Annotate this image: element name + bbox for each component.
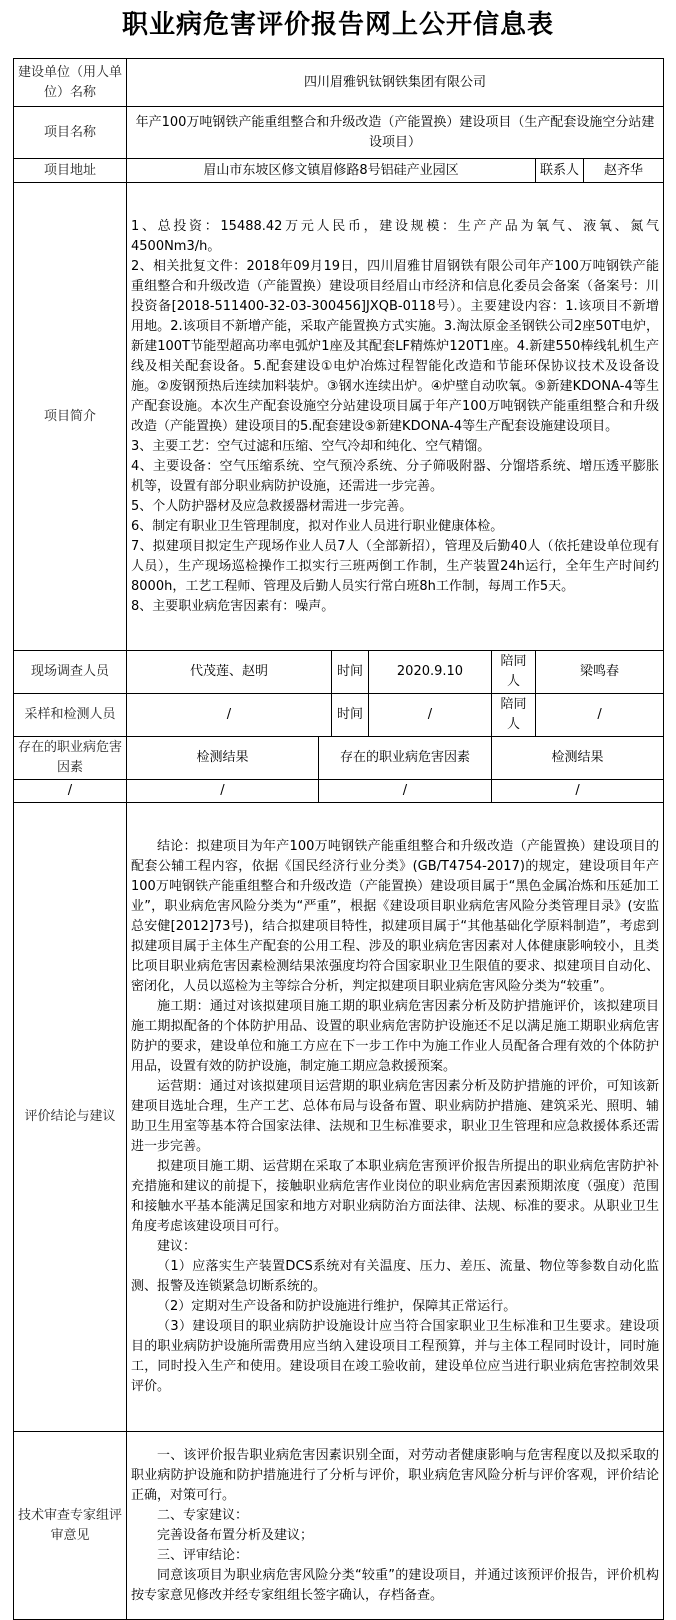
page-title: 职业病危害评价报告网上公开信息表 bbox=[121, 10, 554, 40]
conclusion-paragraph: 运营期：通过对该拟建项目运营期的职业病危害因素分析及防护措施的评价，可知该新建项目选址合理，生产工艺、总体布局与设备布置、职业病防护措施、建筑采光、照明、辅助卫生用室等基本符合国家法律、法规和卫生标准要求，职业卫生管理和应急救援体系还需进一步完善。 bbox=[131, 1079, 660, 1154]
detection-results-label-1: 检测结果 bbox=[127, 737, 319, 780]
conclusion-paragraph: 拟建项目施工期、运营期在采取了本职业病危害预评价报告所提出的职业病危害防护补充措施和建议的前提下，接触职业病危害作业岗位的职业病危害因素预期浓度（强度）范围和接触水平基本能满足国家和地方对职业病防治方面法律、法规、标准的要求。从职业卫生角度考虑该建设项目可行。 bbox=[131, 1159, 660, 1234]
hazard-factors-label-2: 存在的职业病危害因素 bbox=[319, 737, 492, 780]
info-table bbox=[13, 58, 664, 1620]
expert-paragraph: 三、评审结论： bbox=[157, 1547, 249, 1563]
conclusion-paragraph: 结论：拟建项目为年产100万吨钢铁产能重组整合和升级改造（产能置换）建设项目的配套公辅工程内容，依据《国民经济行业分类》(GB/T4754-2017)的规定，建设项目年产100万吨钢铁产能重组整合和升级改造（产能置换）建设项目属于“黑色金属冶炼和压延加工业”，职业病危害风险分类为“严重”，根据《建设项目职业病危害风险分类管理目录》(安监总安健[2012]73号)，结合拟建项目特性，拟建项目属于“其他基础化学原料制造”，考虑到拟建项目属于主体生产配套的公用工程、涉及的职业病危害因素对人体健康影响较小，且类比项目职业病危害因素检测结果浓强度均符合国家职业卫生限值的要求、拟建项目自动化、密闭化，人员以巡检为主等综合分析，判定拟建项目职业病危害风险分类为“较重”。 bbox=[131, 839, 660, 994]
conclusion-paragraph: （3）建设项目的职业病防护设施设计应当符合国家职业卫生标准和卫生要求。建设项目的职业病防护设施所需费用应当纳入建设项目工程预算，并与主体工程同时设计，同时施工，同时投入生产和使用。建设项目在竣工验收前，建设单位应当进行职业病危害控制效果评价。 bbox=[131, 1319, 660, 1394]
project-address-label: 项目地址 bbox=[14, 159, 127, 183]
sampling-companion-label: 陪同人 bbox=[492, 694, 536, 737]
expert-paragraph: 二、专家建议： bbox=[157, 1507, 249, 1523]
hazard-value-1: / bbox=[14, 780, 127, 803]
sampling-staff-value: / bbox=[127, 694, 332, 737]
expert-content bbox=[127, 1432, 664, 1620]
summary-item: 6、制定有职业卫生管理制度，拟对作业人员进行职业健康体检。 bbox=[131, 518, 504, 534]
conclusion-paragraph: 施工期：通过对该拟建项目施工期的职业病危害因素分析及防护措施评价，该拟建项目施工期拟配备的个体防护用品、设置的职业病危害防护设施还不足以满足施工期职业病危害防护的要求，建设单位和施工方应在下一步工作中为施工作业人员配备合理有效的个体防护用品，设置有效的防护设施，制定施工期应急救援预案。 bbox=[131, 999, 660, 1074]
expert-paragraph: 完善设备布置分析及建议； bbox=[157, 1527, 314, 1543]
summary-content bbox=[127, 183, 664, 651]
summary-item: 3、主要工艺：空气过滤和压缩、空气冷却和纯化、空气精馏。 bbox=[131, 438, 491, 454]
project-name-label: 项目名称 bbox=[14, 107, 127, 159]
survey-time-label: 时间 bbox=[332, 651, 369, 694]
summary-item: 2、相关批复文件：2018年09月19日，四川眉雅甘眉钢铁有限公司年产100万吨钢铁产能重组整合和升级改造（产能置换）建设项目经眉山市经济和信息化委员会备案（备案号：川投资备[2018-511400-32-03-300456]JXQB-0118号）。主要建设内容：1.该项目不新增用地。2.该项目不新增产能，采取产能置换方式实施。3.淘汰原金圣钢铁公司2座50T电炉，新建100T节能型超高功率电弧炉1座及其配套LF精炼炉120T1座。4.新建550棒线轧机生产线及相关配套设备。5.配套建设①电炉冶炼过程智能化改造和节能环保协议技术及设备设施。②废钢预热后连续加料装炉。③钢水连续出炉。④炉壁自动吹氧。⑤新建KDONA-4等生产配套设施。本次生产配套设施空分站建设项目属于年产100万吨钢铁产能重组整合和升级改造（产能置换）建设项目的5.配套建设⑤新建KDONA-4等生产配套设施建设项目。 bbox=[131, 258, 660, 434]
conclusion-content bbox=[127, 803, 664, 1432]
contact-label: 联系人 bbox=[536, 159, 584, 183]
survey-staff-label: 现场调查人员 bbox=[14, 651, 127, 694]
detection-results-label-2: 检测结果 bbox=[492, 737, 664, 780]
summary-item: 7、拟建项目拟定生产现场作业人员7人（全部新招），管理及后勤40人（依托建设单位现有人员），生产现场巡检操作工拟实行三班两倒工作制，生产装置24h运行，全年生产时间约8000h，工艺工程师、管理及后勤人员实行常白班8h工作制，每周工作5天。 bbox=[131, 538, 660, 594]
conclusion-paragraph: （2）定期对生产设备和防护设施进行维护，保障其正常运行。 bbox=[157, 1299, 517, 1314]
survey-companion-value: 梁鸣春 bbox=[536, 651, 664, 694]
hazard-factors-label-1: 存在的职业病危害因素 bbox=[14, 737, 127, 780]
hazard-value-2: / bbox=[319, 780, 492, 803]
summary-item: 5、个人防护器材及应急救援器材需进一步完善。 bbox=[131, 498, 413, 514]
project-name-value: 年产100万吨钢铁产能重组整合和升级改造（产能置换）建设项目（生产配套设施空分站建设项目） bbox=[127, 107, 664, 159]
conclusion-paragraph: 建议： bbox=[157, 1239, 197, 1254]
summary-label: 项目简介 bbox=[14, 183, 127, 651]
expert-label: 技术审查专家组评审意见 bbox=[14, 1432, 127, 1620]
sampling-time-label: 时间 bbox=[332, 694, 369, 737]
unit-value: 四川眉雅钒钛钢铁集团有限公司 bbox=[127, 59, 664, 107]
conclusion-paragraph: （1）应落实生产装置DCS系统对有关温度、压力、差压、流量、物位等参数自动化监测、报警及连锁紧急切断系统的。 bbox=[131, 1259, 660, 1294]
contact-value: 赵齐华 bbox=[584, 159, 664, 183]
result-value-1: / bbox=[127, 780, 319, 803]
unit-label: 建设单位（用人单位）名称 bbox=[14, 59, 127, 107]
expert-paragraph: 同意该项目为职业病危害风险分类“较重”的建设项目，并通过该预评价报告，评价机构按专家意见修改并经专家组组长签字确认，存档备查。 bbox=[131, 1567, 660, 1603]
project-address-value: 眉山市东坡区修文镇眉修路8号铝硅产业园区 bbox=[127, 159, 536, 183]
summary-item: 4、主要设备：空气压缩系统、空气预冷系统、分子筛吸附器、分馏塔系统、增压透平膨胀机等，设置有部分职业病防护设施，还需进一步完善。 bbox=[131, 458, 660, 494]
sampling-staff-label: 采样和检测人员 bbox=[14, 694, 127, 737]
summary-item: 8、主要职业病危害因素有：噪声。 bbox=[131, 598, 335, 614]
sampling-time-value: / bbox=[369, 694, 492, 737]
conclusion-label: 评价结论与建议 bbox=[14, 803, 127, 1432]
expert-paragraph: 一、该评价报告职业病危害因素识别全面，对劳动者健康影响与危害程度以及拟采取的职业病防护设施和防护措施进行了分析与评价，职业病危害风险分析与评价客观，评价结论正确，对策可行。 bbox=[131, 1447, 660, 1503]
survey-companion-label: 陪同人 bbox=[492, 651, 536, 694]
survey-time-value: 2020.9.10 bbox=[369, 651, 492, 694]
sampling-companion-value: / bbox=[536, 694, 664, 737]
result-value-2: / bbox=[492, 780, 664, 803]
survey-staff-value: 代茂莲、赵明 bbox=[127, 651, 332, 694]
summary-item: 1、总投资：15488.42万元人民币，建设规模：生产产品为氧气、液氧、氮气4500Nm3/h。 bbox=[131, 218, 660, 254]
